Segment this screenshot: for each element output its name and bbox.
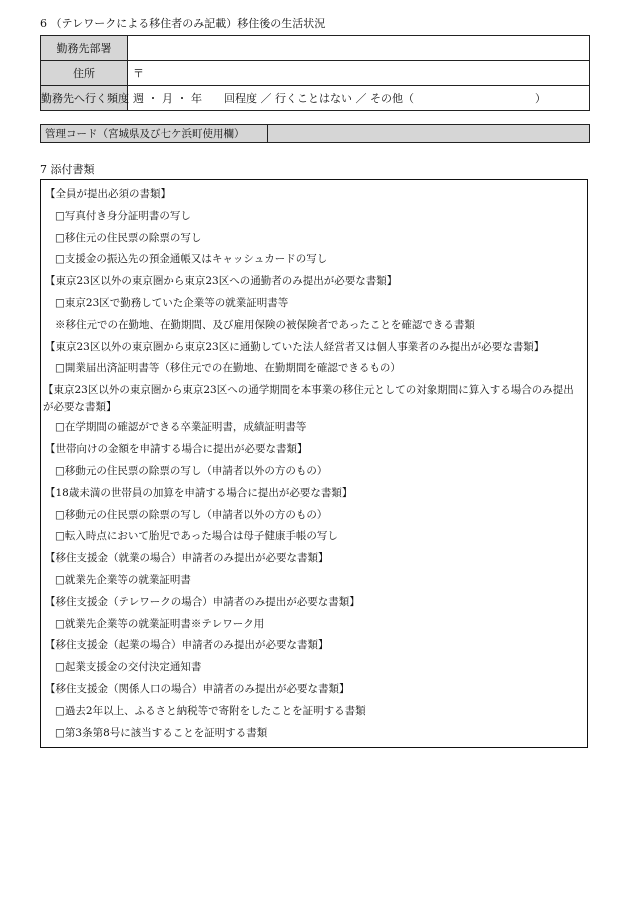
document-checkbox-item[interactable]: □東京23区で勤務していた企業等の就業証明書等 xyxy=(55,296,289,309)
document-checkbox-item[interactable]: □開業届出済証明書等（移住元での在勤地、在勤期間を確認できるもの） xyxy=(55,362,401,375)
document-checkbox-item[interactable]: □移住元の住民票の除票の写し xyxy=(55,231,202,244)
table-row xyxy=(41,36,590,61)
document-checkbox-item[interactable]: □過去2年以上、ふるさと納税等で寄附をしたことを証明する書類 xyxy=(55,704,366,717)
document-category-heading: 【移住支援金（テレワークの場合）申請者のみ提出が必要な書類】 xyxy=(45,595,360,608)
address-label: 住所 xyxy=(41,61,128,86)
document-category-heading: 【移住支援金（起業の場合）申請者のみ提出が必要な書類】 xyxy=(45,639,329,652)
attached-documents-box xyxy=(40,179,588,748)
admin-code-field[interactable] xyxy=(268,125,590,143)
address-field[interactable]: 〒 xyxy=(128,61,590,86)
document-checkbox-item[interactable]: □第3条第8号に該当することを証明する書類 xyxy=(55,726,268,739)
document-checkbox-item[interactable]: □就業先企業等の就業証明書※テレワーク用 xyxy=(55,617,265,630)
document-category-heading: 【移住支援金（就業の場合）申請者のみ提出が必要な書類】 xyxy=(45,552,329,565)
document-checkbox-item[interactable]: □在学期間の確認ができる卒業証明書，成績証明書等 xyxy=(55,421,307,434)
document-checkbox-item: ※移住元での在勤地、在勤期間、及び雇用保険の被保険者であったことを確認できる書類 xyxy=(55,318,475,331)
table-row xyxy=(41,125,590,143)
frequency-label: 勤務先へ行く頻度 xyxy=(41,86,128,111)
section-6-title: 6 （テレワークによる移住者のみ記載）移住後の生活状況 xyxy=(40,17,326,30)
document-category-heading: 【東京23区以外の東京圏から東京23区に通勤していた法人経営者又は個人事業者のみ提出が必要な書類】 xyxy=(45,340,545,353)
document-checkbox-item[interactable]: □起業支援金の交付決定通知書 xyxy=(55,661,202,674)
document-checkbox-item[interactable]: □移動元の住民票の除票の写し（申請者以外の方のもの） xyxy=(55,508,328,521)
table-row xyxy=(41,61,590,86)
dept-label: 勤務先部署 xyxy=(41,36,128,61)
dept-field[interactable] xyxy=(128,36,590,61)
document-category-heading: 【東京23区以外の東京圏から東京23区への通勤者のみ提出が必要な書類】 xyxy=(45,275,398,288)
living-status-table xyxy=(40,35,590,111)
document-checkbox-item[interactable]: □転入時点において胎児であった場合は母子健康手帳の写し xyxy=(55,530,338,543)
frequency-field[interactable]: 週 ・ 月 ・ 年 回程度 ／ 行くことはない ／ その他（ ） xyxy=(128,86,590,111)
table-row xyxy=(41,86,590,111)
document-checkbox-item[interactable]: □写真付き身分証明書の写し xyxy=(55,209,191,222)
document-checkbox-item[interactable]: □支援金の振込先の預金通帳又はキャッシュカードの写し xyxy=(55,253,328,266)
document-category-heading: 【移住支援金（関係人口の場合）申請者のみ提出が必要な書類】 xyxy=(45,682,350,695)
admin-code-table xyxy=(40,124,590,143)
document-category-heading: 【全員が提出必須の書類】 xyxy=(45,188,171,200)
document-checkbox-item[interactable]: □就業先企業等の就業証明書 xyxy=(55,573,191,586)
section-7-title: 7 添付書類 xyxy=(40,163,95,176)
document-category-heading: 【東京23区以外の東京圏から東京23区への通学期間を本事業の移住元としての対象期間に算入する場合のみ提出が必要な書類】 xyxy=(43,384,574,413)
document-category-heading: 【18歳未満の世帯員の加算を申請する場合に提出が必要な書類】 xyxy=(45,486,353,499)
document-checkbox-item[interactable]: □移動元の住民票の除票の写し（申請者以外の方のもの） xyxy=(55,464,328,477)
document-category-heading: 【世帯向けの金額を申請する場合に提出が必要な書類】 xyxy=(45,443,308,456)
admin-code-label: 管理コード（宮城県及び七ケ浜町使用欄） xyxy=(41,125,268,143)
